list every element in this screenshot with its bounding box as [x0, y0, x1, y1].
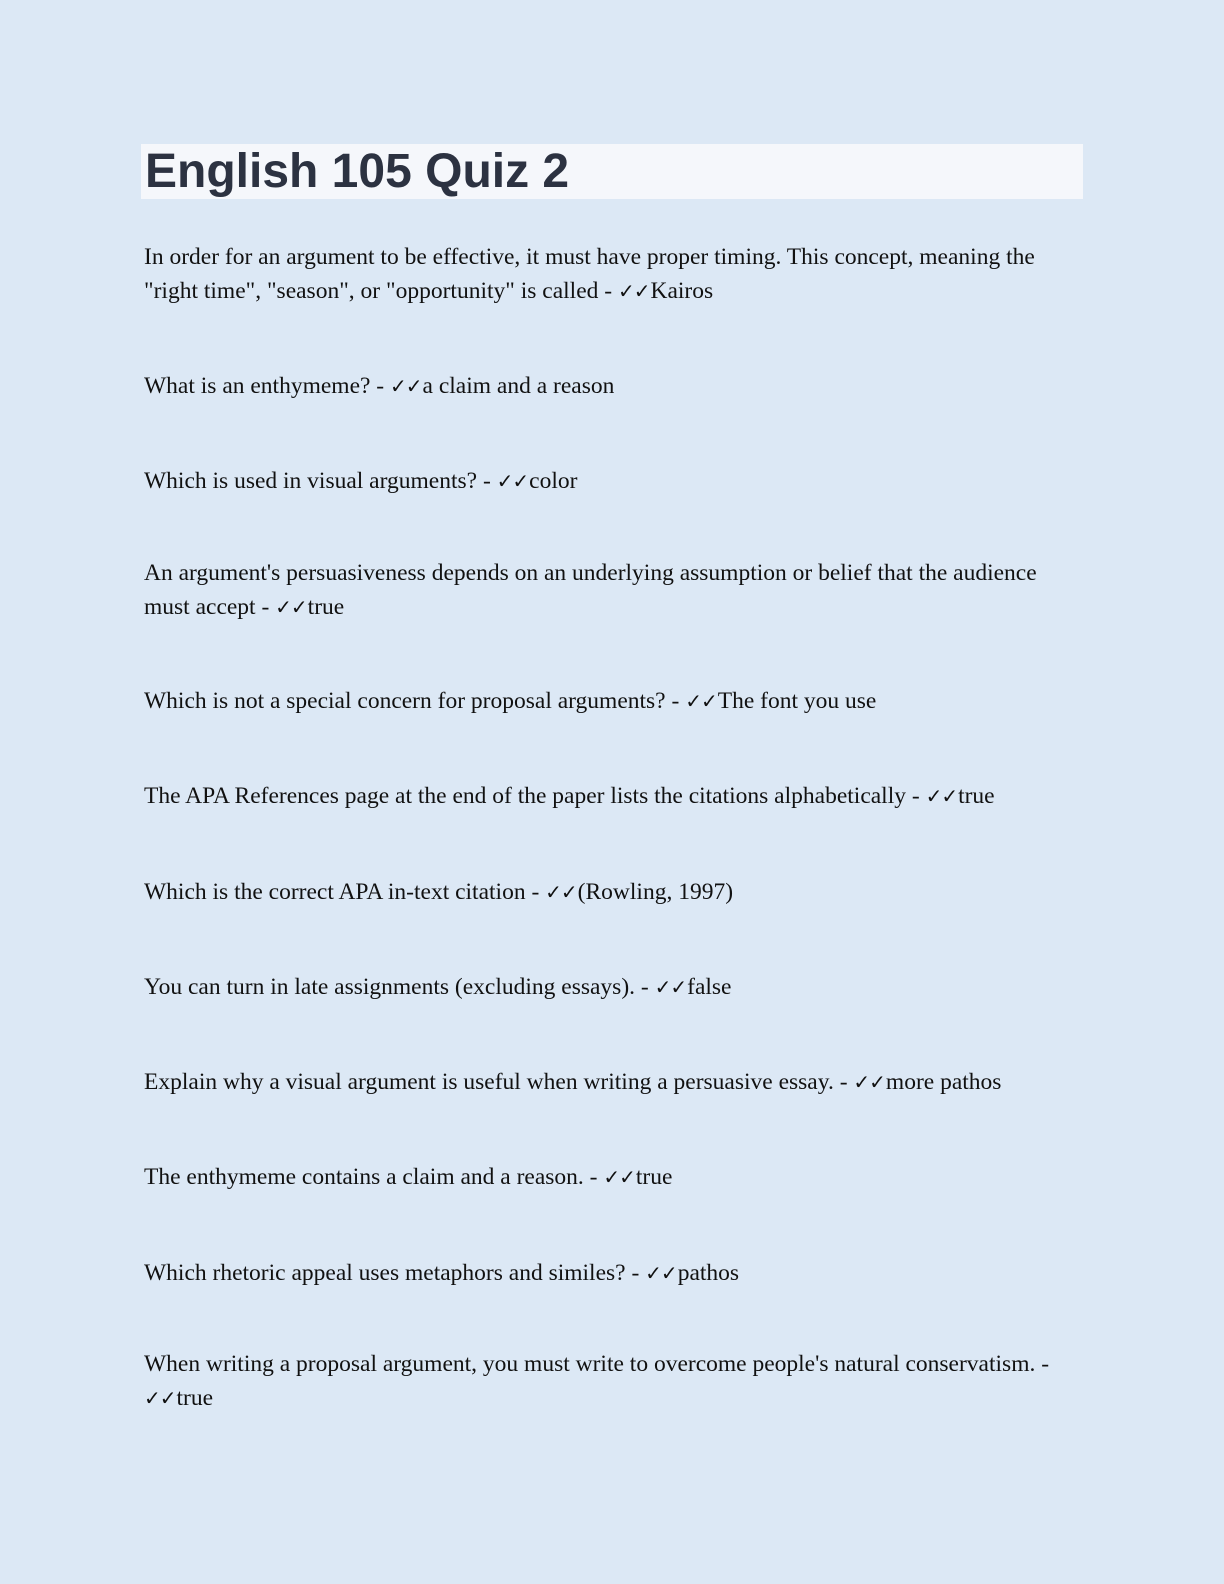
answer-text: Kairos: [650, 278, 714, 304]
answer-text: true: [307, 594, 345, 620]
answer-text: true: [958, 783, 995, 809]
question-text: You can turn in late assignments (excluding essays). -: [144, 974, 655, 1000]
question-text: Which is the correct APA in-text citation -: [144, 879, 546, 905]
double-check-icon: ✓✓: [925, 784, 958, 808]
answer-text: false: [687, 974, 732, 1000]
qa-item: [144, 684, 1084, 718]
double-check-icon: ✓✓: [545, 880, 577, 904]
page-title: English 105 Quiz 2: [145, 145, 570, 198]
double-check-icon: ✓✓: [390, 374, 422, 398]
answer-text: (Rowling, 1997): [577, 879, 734, 905]
question-text: When writing a proposal argument, you must write to overcome people's natural conservatism. -: [144, 1351, 1050, 1377]
qa-item: [144, 1065, 1084, 1099]
question-text: Which is used in visual arguments? -: [144, 468, 497, 494]
answer-text: true: [176, 1385, 214, 1411]
qa-item: [144, 1256, 1084, 1290]
double-check-icon: ✓✓: [853, 1070, 885, 1094]
answer-text: pathos: [677, 1260, 740, 1286]
double-check-icon: ✓✓: [645, 1261, 677, 1285]
qa-item: [144, 779, 1084, 813]
answer-text: color: [529, 468, 578, 494]
question-text: In order for an argument to be effective, it must have proper timing. This concept, meaning the "right time", "season", or "opportunity" is called -: [144, 244, 1035, 304]
question-text: Which is not a special concern for proposal arguments? -: [144, 688, 686, 714]
double-check-icon: ✓✓: [617, 279, 650, 303]
double-check-icon: ✓✓: [144, 1386, 176, 1410]
qa-item: [144, 464, 1084, 498]
qa-item: [144, 1347, 1084, 1415]
double-check-icon: ✓✓: [654, 975, 687, 999]
double-check-icon: ✓✓: [685, 689, 717, 713]
question-text: Explain why a visual argument is useful when writing a persuasive essay. -: [144, 1069, 854, 1095]
answer-text: a claim and a reason: [422, 373, 615, 399]
question-text: The APA References page at the end of the paper lists the citations alphabetically -: [144, 783, 926, 809]
question-text: The enthymeme contains a claim and a reason. -: [144, 1164, 604, 1190]
qa-item: [144, 875, 1084, 909]
answer-text: more pathos: [885, 1069, 1002, 1095]
answer-text: The font you use: [717, 688, 877, 714]
title-banner: [141, 144, 1083, 199]
qa-item: [144, 240, 1084, 308]
qa-item: [144, 970, 1084, 1004]
double-check-icon: ✓✓: [275, 595, 307, 619]
question-text: Which rhetoric appeal uses metaphors and similes? -: [144, 1260, 646, 1286]
question-text: What is an enthymeme? -: [144, 373, 391, 399]
double-check-icon: ✓✓: [496, 469, 529, 493]
question-text: An argument's persuasiveness depends on an underlying assumption or belief that the audience must accept -: [144, 560, 1037, 620]
qa-item: [144, 1160, 1084, 1194]
qa-item: [144, 369, 1084, 403]
qa-item: [144, 556, 1084, 624]
answer-text: true: [635, 1164, 673, 1190]
double-check-icon: ✓✓: [603, 1165, 635, 1189]
